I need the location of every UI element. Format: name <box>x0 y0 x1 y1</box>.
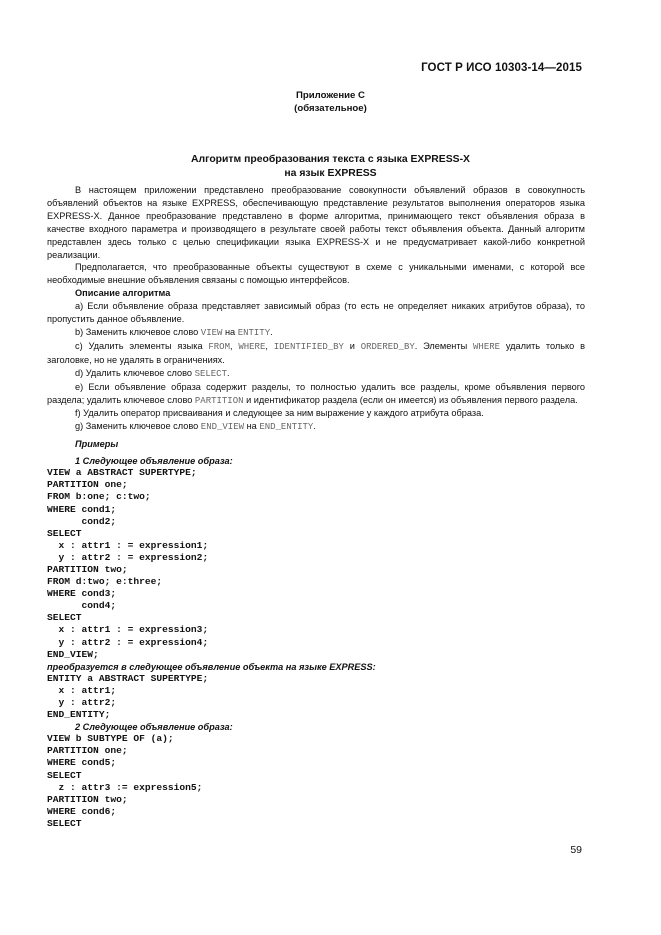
step-c-text: и <box>343 340 361 351</box>
keyword-ordered-by: ORDERED_BY <box>360 341 415 352</box>
step-a: a) Если объявление образа представляет зависимый образ (то есть не определяет никаких атрибутов образа), то пропустить данное объявление. <box>47 301 585 325</box>
step-d-text: . <box>226 367 230 378</box>
step-g-text: . <box>313 421 316 432</box>
title-line-2: на язык EXPRESS <box>284 167 377 179</box>
example-2-code: VIEW b SUBTYPE OF (a); PARTITION one; WHERE cond5; SELECT z : attr3 := expression5; PARTITION two; WHERE cond6; SELECT <box>47 733 203 829</box>
step-g-text: на <box>244 421 260 432</box>
keyword-select: SELECT <box>194 368 227 379</box>
step-c-text: . Элементы <box>414 340 474 351</box>
keyword-entity: ENTITY <box>237 327 271 338</box>
step-b-text: b) Заменить ключевое слово <box>75 326 201 337</box>
keyword-end-view: END_VIEW <box>200 422 245 433</box>
step-d <box>47 367 585 381</box>
step-b-text: на <box>222 326 238 337</box>
standard-code-header: ГОСТ Р ИСО 10303-14—2015 <box>421 62 582 74</box>
intro-paragraph-2: Предполагается, что преобразованные объекты существуют в схеме с уникальными именами, с которой все необходимые внешние объявления связаны с помощью интерфейсов. <box>47 262 585 286</box>
appendix-status: (обязательное) <box>294 103 367 114</box>
example-1-caption: 1 Следующее объявление образа: <box>75 456 233 467</box>
keyword-where: WHERE <box>238 341 266 352</box>
step-c-text: c) Удалить элементы языка <box>75 340 209 351</box>
step-c-text: , <box>229 340 239 351</box>
step-e-text: и идентификатор раздела (если он имеется) из объявления первого раздела. <box>243 394 578 405</box>
example-1-code: VIEW a ABSTRACT SUPERTYPE; PARTITION one; FROM b:one; c:two; WHERE cond1; cond2; SELECT x : attr1 : = expression1; y : attr2 : = expression2; PARTITION two; FROM d:two; e:three; WHERE cond3; cond4; SELECT x : attr1 : = expression3; y : attr2 : = expression4; END_VIEW; <box>47 467 209 660</box>
example-1-result-code: ENTITY a ABSTRACT SUPERTYPE; x : attr1; y : attr2; END_ENTITY; <box>47 672 209 721</box>
title-line-1: Алгоритм преобразования текста с языка EXPRESS-X <box>191 154 470 165</box>
intro-paragraph-1: В настоящем приложении представлено преобразование совокупности объявлений образов в совокупность объявлений объектов на языке EXPRESS, обеспечивающую представление результатов выполнения операторов языка EXPRESS-X. Данное преобразование представлено в форме алгоритма, принимающего текст объявления образа в качестве входного параметра и производящего в результате своей работы текст объявления объекта. Данный алгоритм представлен здесь только с целью спецификации языка EXPRESS-X и не предусматривает какой-либо конкретной реализации. <box>47 185 585 260</box>
keyword-end-entity: END_ENTITY <box>259 422 314 433</box>
appendix-heading <box>0 89 661 115</box>
section-title <box>0 153 661 180</box>
step-c <box>47 340 585 367</box>
step-f: f) Удалить оператор присваивания и следующее за ним выражение у каждого атрибута образа. <box>75 408 484 419</box>
step-e-text: e) Если объявление образа содержит разделы, то полностью удалить все разделы, кроме объявления первого раздела; удалить ключевое слово <box>47 381 585 405</box>
step-d-text: d) Удалить ключевое слово <box>75 367 195 378</box>
step-b-text: . <box>270 326 273 337</box>
step-e <box>47 381 585 408</box>
step-g-text: g) Заменить ключевое слово <box>75 421 201 432</box>
keyword-from: FROM <box>208 341 230 352</box>
appendix-label: Приложение С <box>296 90 365 101</box>
example-2-caption: 2 Следующее объявление образа: <box>75 722 233 733</box>
step-c-text: удалить только в заголовке, но не удалять в ограничениях. <box>47 340 585 365</box>
keyword-partition: PARTITION <box>194 395 244 406</box>
keyword-identified-by: IDENTIFIED_BY <box>273 341 344 352</box>
page-number: 59 <box>570 844 582 856</box>
examples-heading: Примеры <box>75 439 119 450</box>
keyword-view: VIEW <box>200 327 223 338</box>
step-g <box>47 420 585 434</box>
step-c-text: , <box>265 340 274 351</box>
document-body <box>47 184 585 830</box>
example-1-result-caption: преобразуется в следующее объявление объекта на языке EXPRESS: <box>47 661 376 672</box>
algorithm-heading: Описание алгоритма <box>75 288 171 299</box>
step-b <box>47 326 585 340</box>
keyword-where: WHERE <box>473 341 501 352</box>
